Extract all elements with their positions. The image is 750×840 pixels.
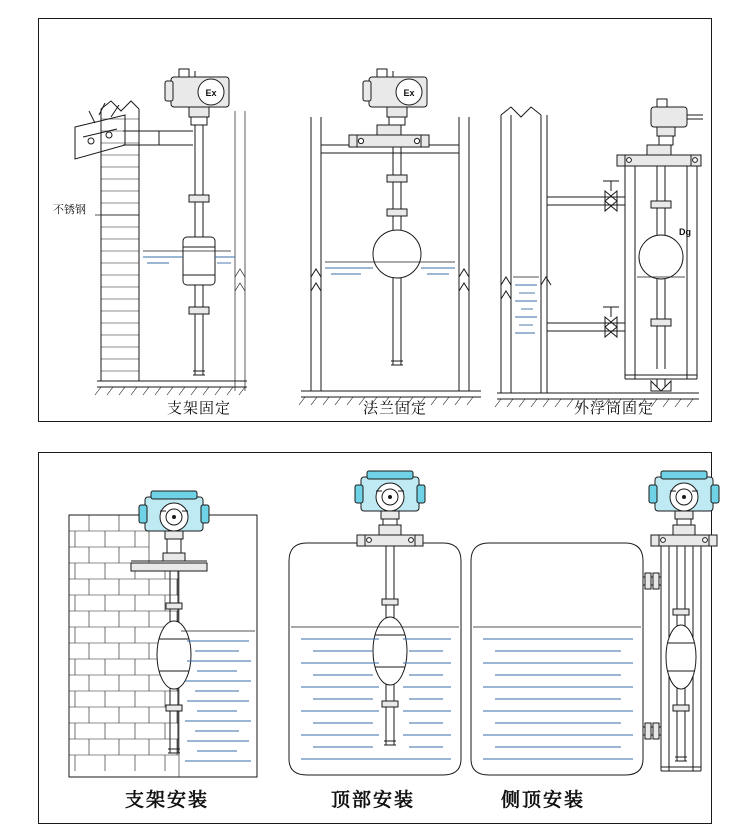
dg-label: Dg bbox=[679, 227, 691, 237]
ex-label-1: Ex bbox=[205, 88, 217, 98]
caption-bracket-installation: 支架安装 bbox=[124, 790, 209, 811]
figure-top-installation bbox=[289, 471, 461, 775]
ex-label-2: Ex bbox=[403, 88, 415, 98]
caption-bracket-fixing: 支架固定 bbox=[166, 400, 231, 417]
bottom-panel-drawing bbox=[39, 453, 713, 825]
figure-external-chamber-fixing bbox=[495, 99, 703, 407]
figure-flange-fixing bbox=[299, 69, 481, 405]
figure-bracket-fixing bbox=[75, 69, 247, 395]
top-panel-drawing bbox=[39, 19, 713, 423]
bottom-panel bbox=[38, 452, 712, 824]
figure-side-top-installation bbox=[471, 471, 719, 775]
caption-flange-fixing: 法兰固定 bbox=[362, 400, 427, 417]
caption-top-installation: 顶部安装 bbox=[330, 790, 415, 811]
figure-bracket-installation bbox=[69, 491, 257, 777]
top-panel bbox=[38, 18, 712, 422]
annotation-stainless-steel: 不锈钢 bbox=[53, 204, 86, 216]
caption-side-top-installation: 侧顶安装 bbox=[500, 790, 585, 811]
caption-external-chamber-fixing: 外浮筒固定 bbox=[573, 400, 654, 417]
